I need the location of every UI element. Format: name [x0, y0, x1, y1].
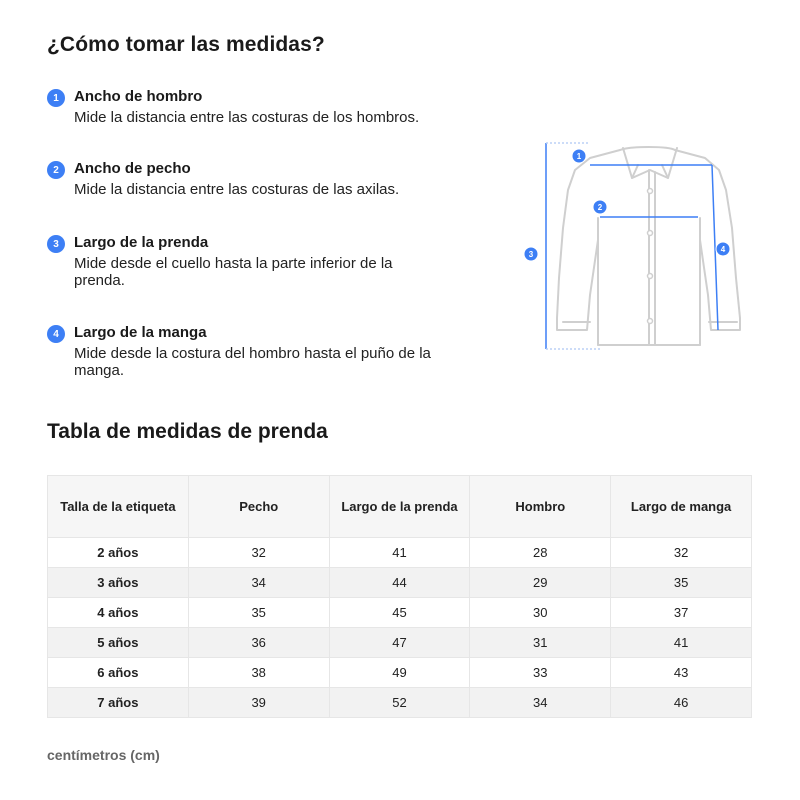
step-number-badge: 1 — [47, 89, 65, 107]
size-label-cell: 5 años — [48, 628, 189, 658]
shoulder-cell: 33 — [470, 658, 611, 688]
table-header-row — [48, 476, 752, 538]
shoulder-cell: 31 — [470, 628, 611, 658]
step-number-badge: 3 — [47, 235, 65, 253]
length-cell: 45 — [329, 598, 470, 628]
svg-text:2: 2 — [597, 203, 603, 212]
size-table — [47, 475, 752, 718]
table-row — [48, 688, 752, 718]
length-cell: 47 — [329, 628, 470, 658]
sleeve-cell: 32 — [611, 538, 752, 568]
size-table-container — [47, 475, 752, 718]
shoulder-cell: 29 — [470, 568, 611, 598]
table-row — [48, 568, 752, 598]
shoulder-cell: 30 — [470, 598, 611, 628]
svg-text:3: 3 — [528, 250, 534, 259]
chest-cell: 38 — [188, 658, 329, 688]
step-description: Mide la distancia entre las costuras de las axilas. — [74, 181, 400, 198]
step-description: Mide desde la costura del hombro hasta el puño de la manga. — [74, 345, 431, 379]
step-description: Mide la distancia entre las costuras de los hombros. — [74, 109, 420, 126]
shoulder-cell: 34 — [470, 688, 611, 718]
chest-cell: 39 — [188, 688, 329, 718]
sleeve-cell: 35 — [611, 568, 752, 598]
chest-cell: 32 — [188, 538, 329, 568]
step-title: Largo de la manga — [74, 324, 207, 341]
step-number-badge: 4 — [47, 325, 65, 343]
table-row — [48, 538, 752, 568]
chest-cell: 35 — [188, 598, 329, 628]
size-label-cell: 4 años — [48, 598, 189, 628]
marker-2 — [593, 200, 607, 214]
guide-title: ¿Cómo tomar las medidas? — [47, 33, 325, 56]
size-label-cell: 7 años — [48, 688, 189, 718]
shoulder-cell: 28 — [470, 538, 611, 568]
step-title: Largo de la prenda — [74, 234, 209, 251]
sleeve-cell: 46 — [611, 688, 752, 718]
column-header-length: Largo de la prenda — [329, 476, 470, 538]
table-row — [48, 628, 752, 658]
column-header-chest: Pecho — [188, 476, 329, 538]
shirt-measurement-diagram — [515, 130, 750, 360]
chest-cell: 34 — [188, 568, 329, 598]
size-label-cell: 6 años — [48, 658, 189, 688]
unit-note: centímetros (cm) — [47, 747, 160, 763]
length-cell: 44 — [329, 568, 470, 598]
size-label-cell: 2 años — [48, 538, 189, 568]
sleeve-cell: 43 — [611, 658, 752, 688]
sleeve-cell: 37 — [611, 598, 752, 628]
marker-4 — [716, 242, 730, 256]
size-label-cell: 3 años — [48, 568, 189, 598]
marker-3 — [524, 247, 538, 261]
svg-text:4: 4 — [720, 245, 726, 254]
length-cell: 41 — [329, 538, 470, 568]
size-table-title: Tabla de medidas de prenda — [47, 420, 328, 443]
marker-1 — [572, 149, 586, 163]
column-header-size-label: Talla de la etiqueta — [48, 476, 189, 538]
length-cell: 52 — [329, 688, 470, 718]
column-header-sleeve: Largo de manga — [611, 476, 752, 538]
table-row — [48, 658, 752, 688]
measure-lines — [546, 143, 718, 349]
length-cell: 49 — [329, 658, 470, 688]
chest-cell: 36 — [188, 628, 329, 658]
step-title: Ancho de hombro — [74, 88, 203, 105]
column-header-shoulder: Hombro — [470, 476, 611, 538]
table-row — [48, 598, 752, 628]
step-number-badge: 2 — [47, 161, 65, 179]
svg-text:1: 1 — [576, 152, 582, 161]
step-title: Ancho de pecho — [74, 160, 191, 177]
sleeve-cell: 41 — [611, 628, 752, 658]
step-description: Mide desde el cuello hasta la parte inferior de la prenda. — [74, 255, 393, 289]
